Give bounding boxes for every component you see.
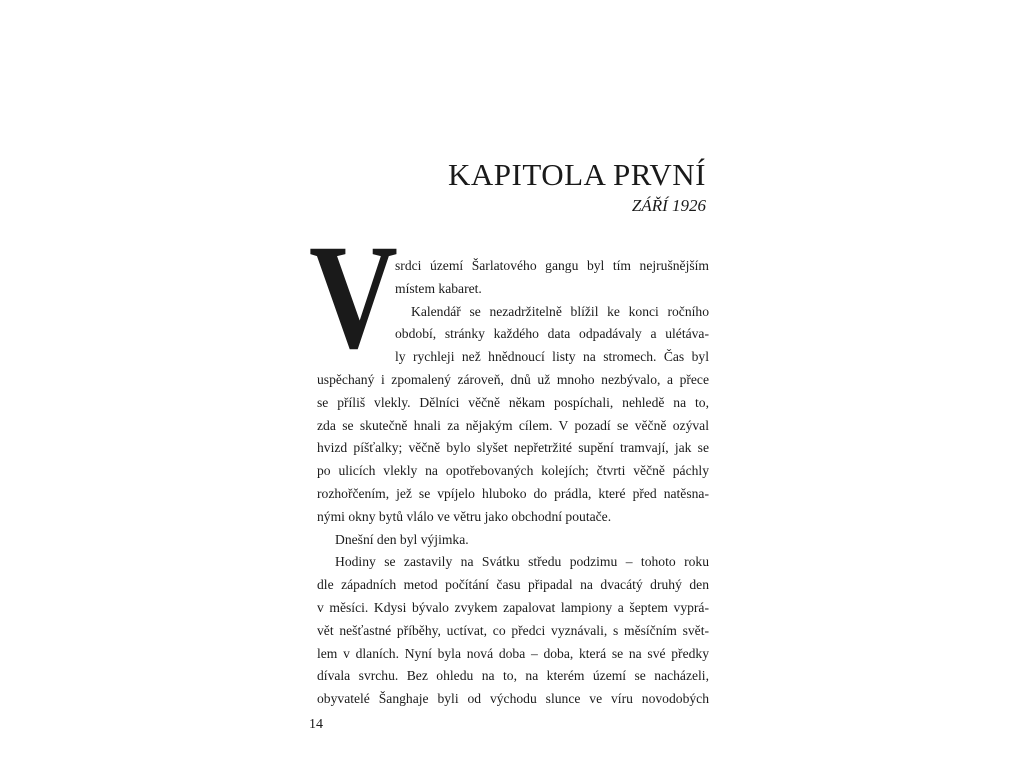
text-line: období, stránky každého data odpadávaly a ulétáva- (395, 326, 709, 342)
chapter-subtitle: ZÁŘÍ 1926 (631, 196, 706, 215)
text-line: rozhořčením, jež se vpíjelo hluboko do prádla, které před natěsna- (317, 485, 709, 501)
text-line: v měsíci. Kdysi bývalo zvykem zapalovat lampiony a šeptem vyprá- (317, 599, 709, 615)
text-line: dle západních metod počítání času připadal na dvacátý druhý den (317, 577, 709, 593)
text-line: nými okny bytů vlálo ve větru jako obchodní poutače. (317, 508, 612, 524)
text-line: lem v dlaních. Nyní byla nová doba – doba, která se na své předky (317, 645, 709, 661)
text-line: místem kabaret. (395, 280, 482, 296)
text-line: obyvatelé Šanghaje byli od východu slunce ve víru novodobých (317, 691, 709, 707)
page-number: 14 (309, 717, 323, 732)
drop-cap: V (309, 214, 398, 380)
text-line: se příliš vlekly. Dělníci věčně někam pospíchali, nehledě na to, (317, 394, 709, 410)
text-line: uspěchaný i zpomalený zároveň, dnů už mnoho nezbývalo, a přece (317, 371, 709, 387)
text-line: Hodiny se zastavily na Svátku středu podzimu – tohoto roku (335, 554, 709, 570)
text-line: srdci území Šarlatového gangu byl tím nejrušnějším (395, 258, 709, 273)
text-line: po ulicích vlekly na opotřebovaných kolejích; čtvrti věčně páchly (317, 463, 709, 479)
text-line: Dnešní den byl výjimka. (335, 531, 469, 547)
chapter-title: KAPITOLA PRVNÍ (448, 157, 706, 192)
text-line: zda se skutečně hnali za nějakým cílem. V pozadí se věčně ozýval (317, 417, 709, 433)
body-text (317, 255, 709, 711)
text-line: Kalendář se nezadržitelně blížil ke konci ročního (411, 303, 709, 319)
text-line: vět nešťastné příběhy, uctívat, co předci vyznávali, s měsíčním svět- (317, 622, 709, 638)
text-line: dívala svrchu. Bez ohledu na to, na kterém území se nacházeli, (317, 668, 709, 684)
text-line: ly rychleji než hnědnoucí listy na stromech. Čas byl (395, 349, 709, 365)
text-line: hvizd píšťalky; věčně bylo slyšet nepřetržité supění tramvají, jak se (317, 440, 709, 456)
